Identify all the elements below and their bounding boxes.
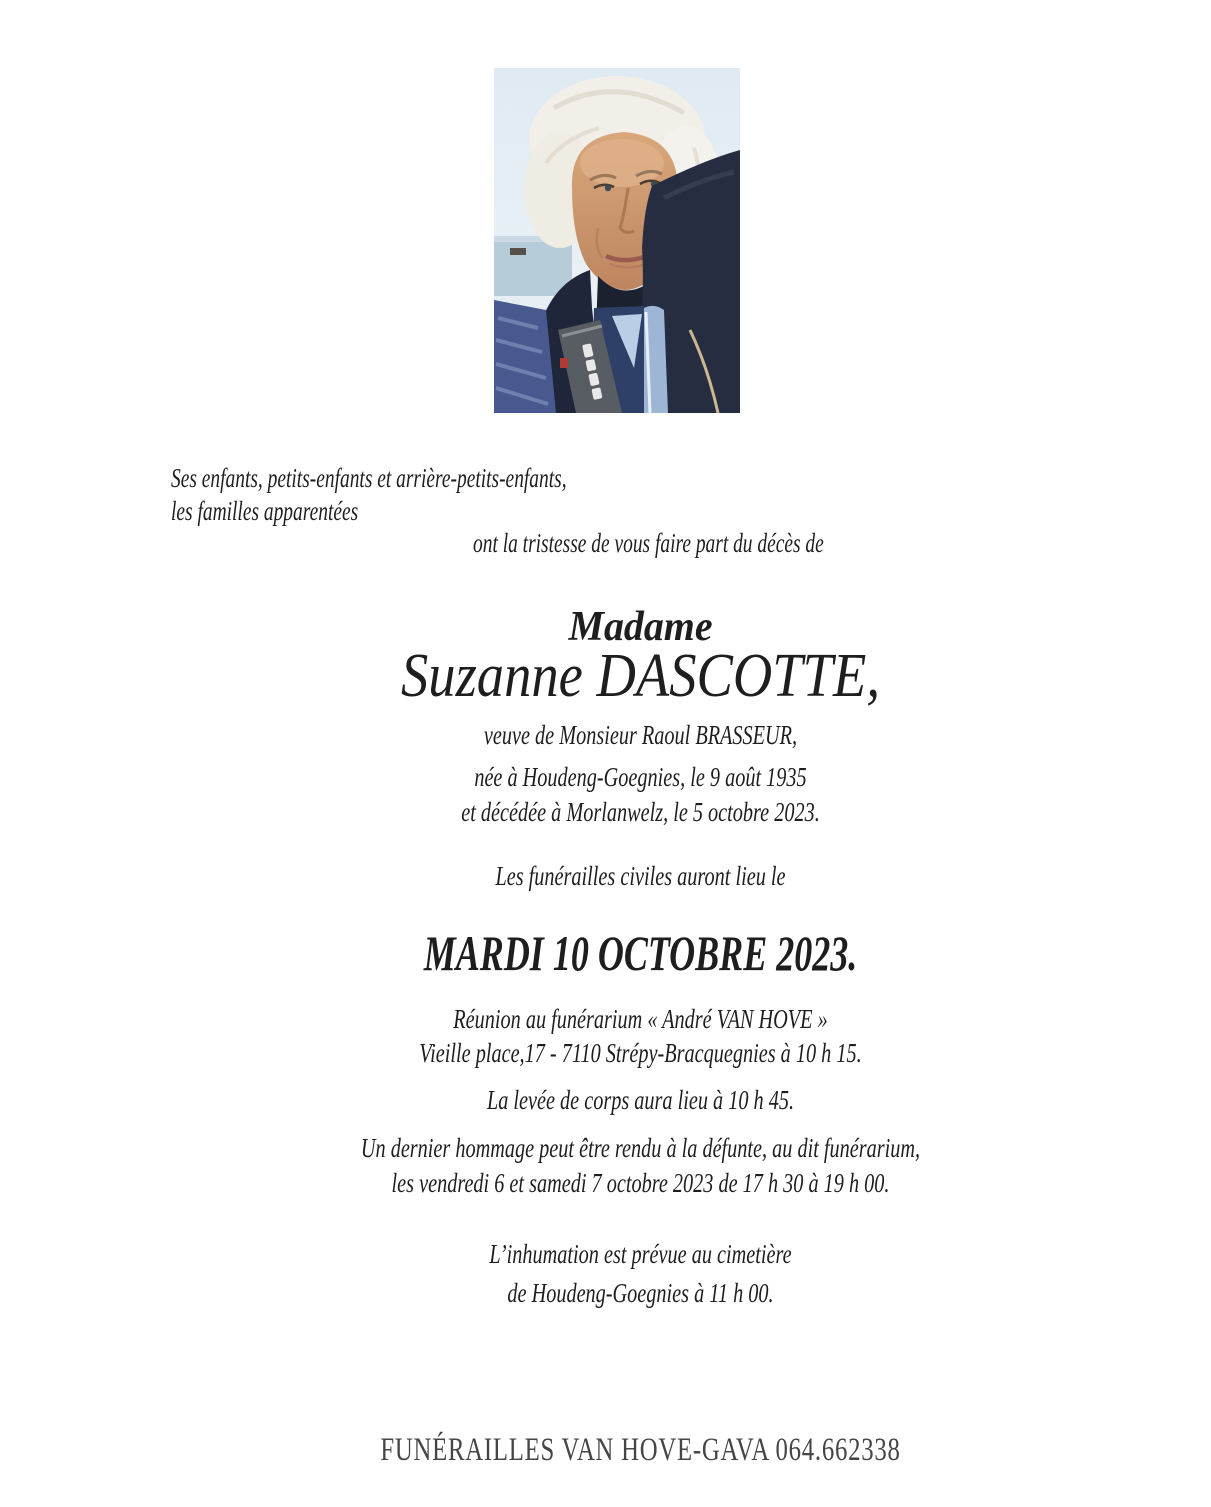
ceremony-announce: Les funérailles civiles auront lieu le bbox=[495, 861, 786, 891]
intro-line-1: Ses enfants, petits-enfants et arrière-petits-enfants, bbox=[171, 463, 567, 493]
ceremony-date: MARDI 10 OCTOBRE 2023. bbox=[423, 925, 858, 981]
meeting-line-1: Réunion au funérarium « André VAN HOVE » bbox=[453, 1004, 828, 1034]
funeral-home-footer: FUNÉRAILLES VAN HOVE-GAVA 064.662338 bbox=[380, 1432, 901, 1468]
intro-line-3: ont la tristesse de vous faire part du décès de bbox=[473, 528, 824, 558]
deceased-title: Madame bbox=[568, 604, 713, 650]
meeting-line-2: Vieille place,17 - 7110 Strépy-Bracquegnies à 10 h 15. bbox=[419, 1038, 862, 1068]
widow-line: veuve de Monsieur Raoul BRASSEUR, bbox=[483, 720, 798, 750]
birth-line: née à Houdeng-Goegnies, le 9 août 1935 bbox=[474, 762, 807, 792]
tribute-line-2: les vendredi 6 et samedi 7 octobre 2023 de 17 h 30 à 19 h 00. bbox=[391, 1168, 890, 1198]
levee-line: La levée de corps aura lieu à 10 h 45. bbox=[486, 1085, 795, 1115]
deceased-name: Suzanne DASCOTTE, bbox=[401, 642, 880, 710]
burial-line-2: de Houdeng-Goegnies à 11 h 00. bbox=[507, 1278, 774, 1308]
burial-line-1: L’inhumation est prévue au cimetière bbox=[489, 1239, 792, 1269]
tribute-line-1: Un dernier hommage peut être rendu à la défunte, au dit funérarium, bbox=[360, 1133, 921, 1163]
portrait-photo bbox=[494, 68, 740, 413]
death-line: et décédée à Morlanwelz, le 5 octobre 2023. bbox=[461, 797, 820, 827]
intro-line-2: les familles apparentées bbox=[171, 496, 359, 526]
